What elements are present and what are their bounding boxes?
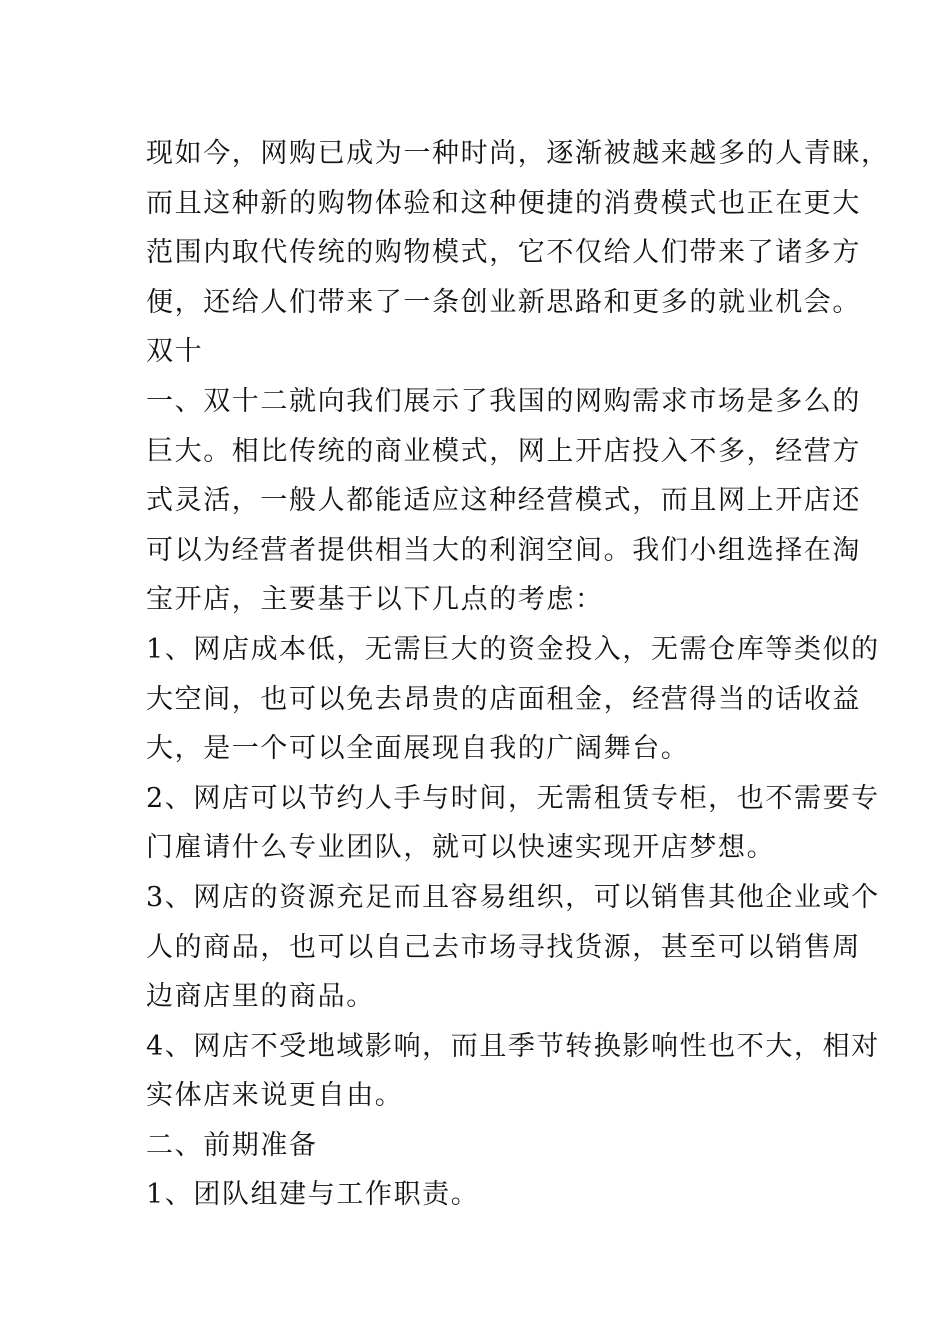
text-line: 一、双十二就向我们展示了我国的网购需求市场是多么的: [146, 385, 861, 417]
text-line: 门雇请什么专业团队，就可以快速实现开店梦想。: [146, 832, 776, 864]
text-line: 人的商品，也可以自己去市场寻找货源，甚至可以销售周: [146, 931, 861, 963]
text-line: 二、前期准备: [146, 1129, 318, 1161]
text-line: 大，是一个可以全面展现自我的广阔舞台。: [146, 733, 690, 765]
document-body: [146, 129, 890, 1220]
text-line: 巨大。相比传统的商业模式，网上开店投入不多，经营方: [146, 435, 861, 467]
text-line: 现如今，网购已成为一种时尚，逐渐被越来越多的人青睐，: [146, 138, 890, 169]
text-line: 可以为经营者提供相当大的利润空间。我们小组选择在淘: [146, 534, 861, 566]
text-line: 式灵活，一般人都能适应这种经营模式，而且网上开店还: [146, 485, 861, 517]
text-line: 便，还给人们带来了一条创业新思路和更多的就业机会。: [146, 286, 861, 318]
text-line: 2、网店可以节约人手与时间，无需租赁专柜，也不需要专: [146, 782, 880, 814]
text-line: 1、团队组建与工作职责。: [146, 1179, 480, 1211]
text-line: 4、网店不受地域影响，而且季节转换影响性也不大，相对: [146, 1030, 880, 1062]
text-line: 宝开店，主要基于以下几点的考虑：: [146, 584, 604, 616]
text-line: 3、网店的资源充足而且容易组织，可以销售其他企业或个: [146, 881, 880, 913]
text-line: 大空间，也可以免去昂贵的店面租金，经营得当的话收益: [146, 683, 861, 715]
text-line: 边商店里的商品。: [146, 981, 375, 1013]
text-line: 1、网店成本低，无需巨大的资金投入，无需仓库等类似的: [146, 633, 880, 665]
text-line: 实体店来说更自由。: [146, 1080, 404, 1112]
text-line: 双十: [146, 336, 204, 368]
text-line: 而且这种新的购物体验和这种便捷的消费模式也正在更大: [146, 187, 861, 219]
text-line: 范围内取代传统的购物模式，它不仅给人们带来了诸多方: [146, 237, 861, 269]
